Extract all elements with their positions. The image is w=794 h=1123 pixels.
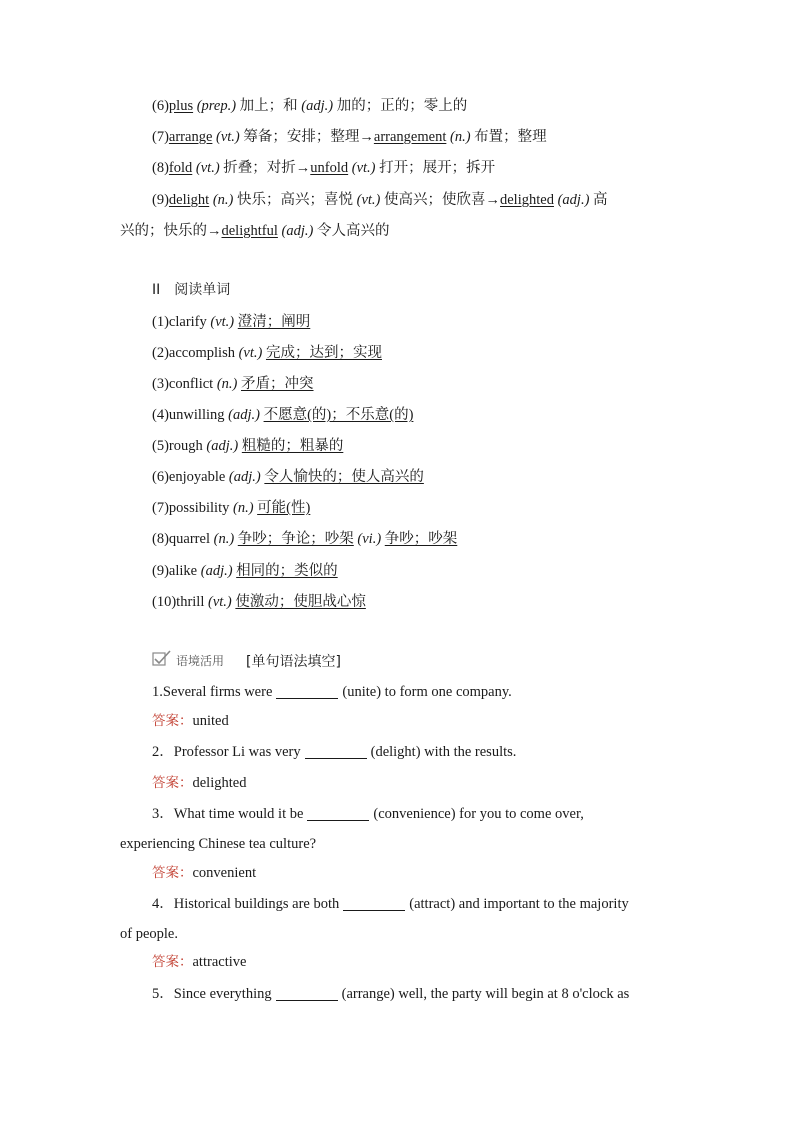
vocab-word: delight xyxy=(168,192,210,208)
exercise-item-5: 5．Since everything (arrange) well, the party will begin at 8 o'clock as xyxy=(152,986,630,1002)
exercise-item-1: 1.Several firms were (unite) to form one company. xyxy=(152,684,512,700)
exercise-item-4-cont: of people. xyxy=(120,926,178,942)
vocab-line-9-cont: 兴的；快乐的→delightful (adj.) 令人高兴的 xyxy=(120,223,390,239)
reading-word-6: (6)enjoyable (adj.) 令人愉快的；使人高兴的 xyxy=(152,469,424,485)
section-heading: II 阅读单词 xyxy=(152,282,231,298)
answer-blank[interactable] xyxy=(343,896,405,911)
badge-label: 语境活用 xyxy=(176,654,225,668)
exercise-item-3: 3．What time would it be (convenience) for you to come over, xyxy=(152,806,584,822)
answer-blank[interactable] xyxy=(307,806,369,821)
vocab-word: plus xyxy=(168,98,194,114)
reading-word-9: (9)alike (adj.) 相同的；类似的 xyxy=(152,563,338,579)
vocab-line-8: (8)fold (vt.) 折叠；对折→unfold (vt.) 打开；展开；拆开 xyxy=(152,160,496,176)
exercise-item-4: 4．Historical buildings are both (attract) and important to the majority xyxy=(152,896,629,912)
reading-word-5: (5)rough (adj.) 粗糙的；粗暴的 xyxy=(152,438,344,454)
answer-3: 答案：convenient xyxy=(152,865,257,881)
answer-blank[interactable] xyxy=(276,684,338,699)
answer-4: 答案：attractive xyxy=(152,954,247,970)
reading-word-7: (7)possibility (n.) 可能(性) xyxy=(152,500,311,516)
vocab-word: fold xyxy=(168,160,193,176)
derived-word: delightful xyxy=(221,223,278,239)
reading-word-8: (8)quarrel (n.) 争吵；争论；吵架 (vi.) 争吵；吵架 xyxy=(152,531,458,547)
answer-1: 答案：united xyxy=(152,713,229,729)
derived-word: delighted xyxy=(500,192,554,208)
reading-word-2: (2)accomplish (vt.) 完成；达到；实现 xyxy=(152,345,382,361)
answer-2: 答案：delighted xyxy=(152,775,247,791)
reading-word-3: (3)conflict (n.) 矛盾；冲突 xyxy=(152,376,314,392)
derived-word: arrangement xyxy=(373,129,447,145)
checkmark-icon xyxy=(152,650,172,671)
reading-word-1: (1)clarify (vt.) 澄清；阐明 xyxy=(152,314,311,330)
task-title: [单句语法填空] xyxy=(246,654,341,670)
context-usage-badge xyxy=(152,650,224,671)
derived-word: unfold xyxy=(310,160,349,176)
reading-word-4: (4)unwilling (adj.) 不愿意(的)；不乐意(的) xyxy=(152,407,414,423)
vocab-line-9: (9)delight (n.) 快乐；高兴；喜悦 (vt.) 使高兴；使欣喜→delighted (adj.) 高 xyxy=(152,192,608,208)
exercise-item-2: 2．Professor Li was very (delight) with the results. xyxy=(152,744,517,760)
answer-blank[interactable] xyxy=(305,744,367,759)
reading-word-10: (10)thrill (vt.) 使激动；使胆战心惊 xyxy=(152,594,366,610)
vocab-line-6: (6)plus (prep.) 加上；和 (adj.) 加的；正的；零上的 xyxy=(152,98,468,114)
answer-blank[interactable] xyxy=(276,986,338,1001)
exercise-item-3-cont: experiencing Chinese tea culture? xyxy=(120,836,317,852)
vocab-word: arrange xyxy=(168,129,213,145)
vocab-line-7: (7)arrange (vt.) 筹备；安排；整理→arrangement (n.) 布置；整理 xyxy=(152,129,547,145)
